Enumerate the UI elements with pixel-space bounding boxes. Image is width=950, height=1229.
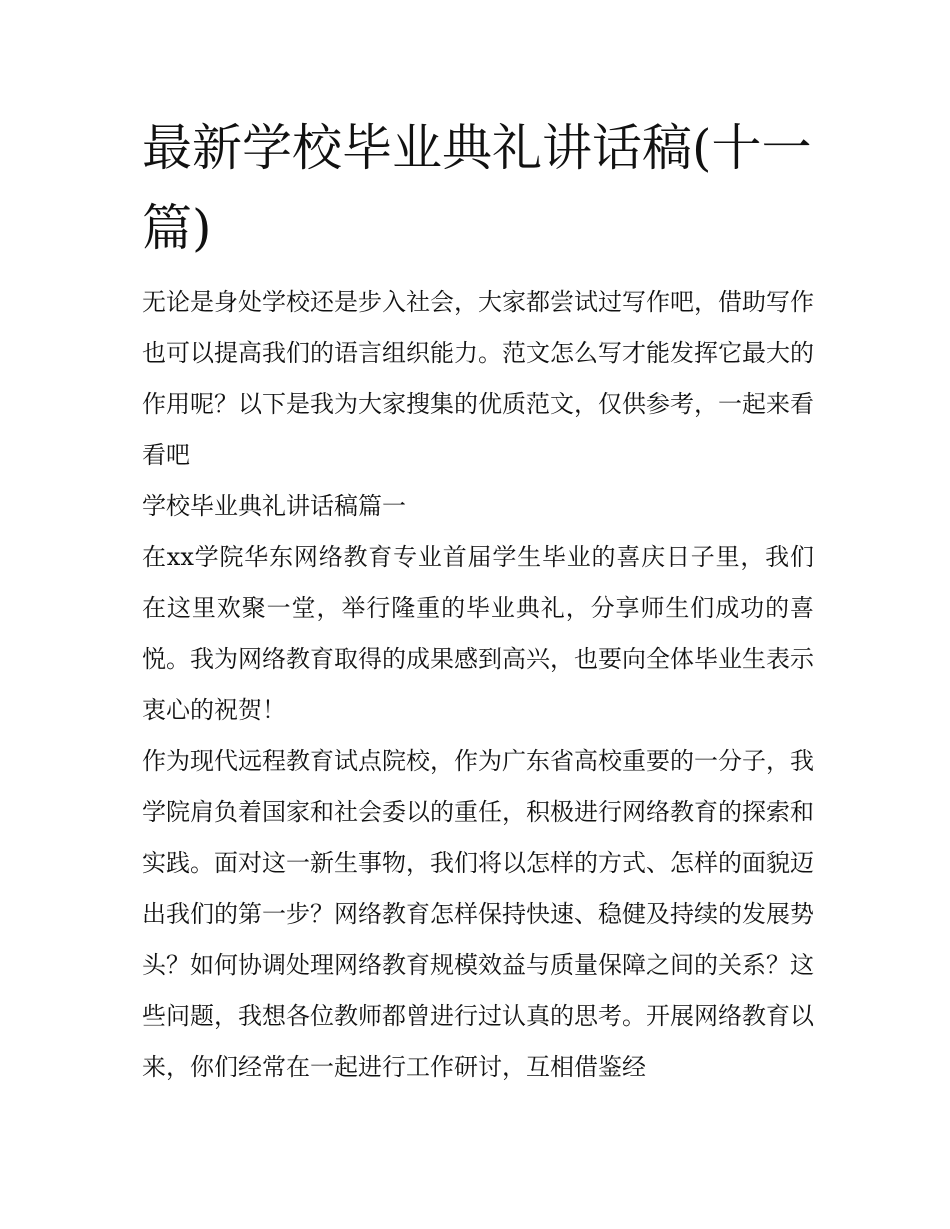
body-paragraph: 在xx学院华东网络教育专业首届学生毕业的喜庆日子里，我们在这里欢聚一堂，举行隆重的毕业典礼，分享师生们成功的喜悦。我为网络教育取得的成果感到高兴，也要向全体毕业生表示衷心的祝贺！	[142, 543, 814, 724]
intro-paragraph: 无论是身处学校还是步入社会，大家都尝试过写作吧，借助写作也可以提高我们的语言组织能力。范文怎么写才能发挥它最大的作用呢？以下是我为大家搜集的优质范文，仅供参考，一起来看看吧	[142, 288, 814, 469]
body-paragraph: 作为现代远程教育试点院校，作为广东省高校重要的一分子，我学院肩负着国家和社会委以的重任，积极进行网络教育的探索和实践。面对这一新生事物，我们将以怎样的方式、怎样的面貌迈出我们的第一步？网络教育怎样保持快速、稳健及持续的发展势头？如何协调处理网络教育规模效益与质量保障之间的关系？这些问题，我想各位教师都曾进行过认真的思考。开展网络教育以来，你们经常在一起进行工作研讨，互相借鉴经	[142, 747, 814, 1081]
document-title: 最新学校毕业典礼讲话稿(十一篇)	[142, 119, 812, 257]
section-heading: 学校毕业典礼讲话稿篇一	[142, 492, 406, 520]
document-body	[142, 277, 814, 1093]
